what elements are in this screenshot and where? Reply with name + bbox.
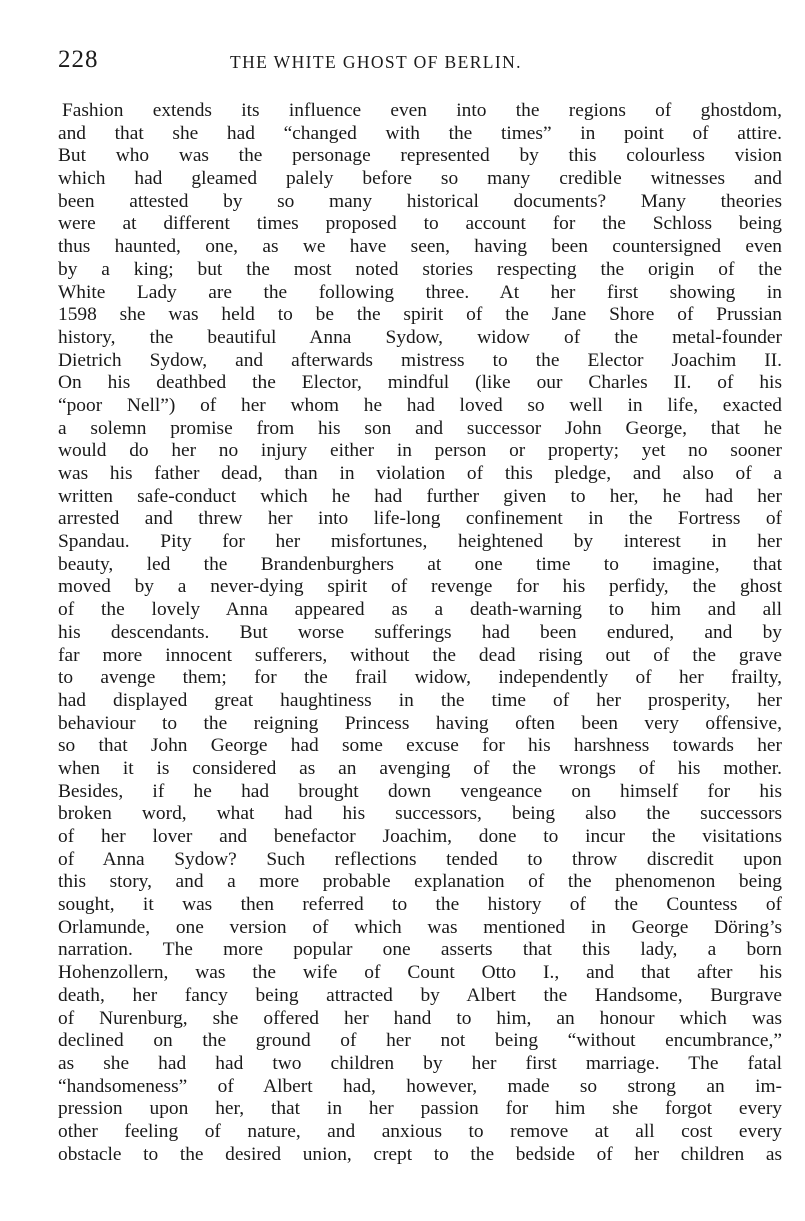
text-line: thus haunted, one, as we have seen, having been countersigned even — [58, 236, 782, 258]
text-line: declined on the ground of her not being “without encumbrance,” — [58, 1030, 782, 1052]
book-page — [50, 40, 782, 1165]
text-line: as she had had two children by her first marriage. The fatal — [58, 1052, 782, 1074]
text-line: were at different times proposed to account for the Schloss being — [58, 213, 782, 235]
body-text — [58, 100, 782, 1166]
text-line: broken word, what had his successors, being also the successors — [58, 803, 782, 825]
text-line: White Lady are the following three. At her first showing in — [58, 281, 782, 303]
text-line: been attested by so many historical documents? Many theories — [58, 190, 782, 212]
text-line: 1598 she was held to be the spirit of the Jane Shore of Prussian — [58, 304, 782, 326]
text-line: of her lover and benefactor Joachim, done to incur the visitations — [58, 826, 782, 847]
text-line: Spandau. Pity for her misfortunes, heightened by interest in her — [58, 531, 782, 553]
text-line: moved by a never-dying spirit of revenge for his perfidy, the ghost — [58, 576, 782, 598]
running-head — [50, 40, 782, 80]
text-line: Orlamunde, one version of which was mentioned in George Döring’s — [58, 916, 782, 938]
text-line: written safe-conduct which he had further given to her, he had her — [58, 485, 782, 507]
text-line: history, the beautiful Anna Sydow, widow of the metal-founder — [58, 326, 782, 348]
text-line: Hohenzollern, was the wife of Count Otto I., and that after his — [58, 962, 782, 984]
text-line: Fashion extends its influence even into the regions of ghostdom, — [62, 100, 782, 121]
text-line: would do her no injury either in person or property; yet no sooner — [58, 440, 782, 462]
text-line: which had gleamed palely before so many credible witnesses and — [58, 168, 782, 190]
text-line: On his deathbed the Elector, mindful (like our Charles II. of his — [58, 372, 782, 394]
text-line: of the lovely Anna appeared as a death-warning to him and all — [58, 599, 782, 621]
text-line: and that she had “changed with the times” in point of attire. — [58, 122, 782, 144]
page-number: 228 — [58, 46, 99, 73]
text-line: narration. The more popular one asserts that this lady, a born — [58, 939, 782, 961]
text-line: to avenge them; for the frail widow, independently of her frailty, — [58, 667, 782, 689]
text-line: But who was the personage represented by this colourless vision — [58, 145, 782, 167]
text-line: Besides, if he had brought down vengeance on himself for his — [58, 780, 782, 802]
text-line: of Anna Sydow? Such reflections tended to throw discredit upon — [58, 848, 782, 870]
text-line: of Nurenburg, she offered her hand to him, an honour which was — [58, 1007, 782, 1029]
text-line: a solemn promise from his son and successor John George, that he — [58, 417, 782, 439]
text-line: by a king; but the most noted stories respecting the origin of the — [58, 258, 782, 280]
text-line: arrested and threw her into life-long confinement in the Fortress of — [58, 508, 782, 530]
text-line: sought, it was then referred to the history of the Countess of — [58, 894, 782, 916]
text-line: behaviour to the reigning Princess having often been very offensive, — [58, 712, 782, 734]
text-line: his descendants. But worse sufferings had been endured, and by — [58, 621, 782, 643]
text-line: Dietrich Sydow, and afterwards mistress to the Elector Joachim II. — [58, 349, 782, 371]
text-line: had displayed great haughtiness in the time of her prosperity, her — [58, 689, 782, 711]
text-line: “poor Nell”) of her whom he had loved so well in life, exacted — [58, 394, 782, 416]
text-line: when it is considered as an avenging of the wrongs of his mother. — [58, 757, 782, 779]
text-line: beauty, led the Brandenburghers at one time to imagine, that — [58, 553, 782, 575]
text-line: was his father dead, than in violation of this pledge, and also of a — [58, 463, 782, 484]
text-line: obstacle to the desired union, crept to the bedside of her children as — [58, 1143, 782, 1165]
text-line: other feeling of nature, and anxious to remove at all cost every — [58, 1120, 782, 1142]
text-line: death, her fancy being attracted by Albert the Handsome, Burgrave — [58, 984, 782, 1006]
text-line: pression upon her, that in her passion for him she forgot every — [58, 1098, 782, 1120]
text-line: this story, and a more probable explanation of the phenomenon being — [58, 871, 782, 893]
text-line: “handsomeness” of Albert had, however, made so strong an im- — [58, 1075, 782, 1097]
text-line: so that John George had some excuse for his harshness towards her — [58, 735, 782, 757]
running-title: THE WHITE GHOST OF BERLIN. — [230, 52, 522, 72]
text-line: far more innocent sufferers, without the dead rising out of the grave — [58, 644, 782, 666]
